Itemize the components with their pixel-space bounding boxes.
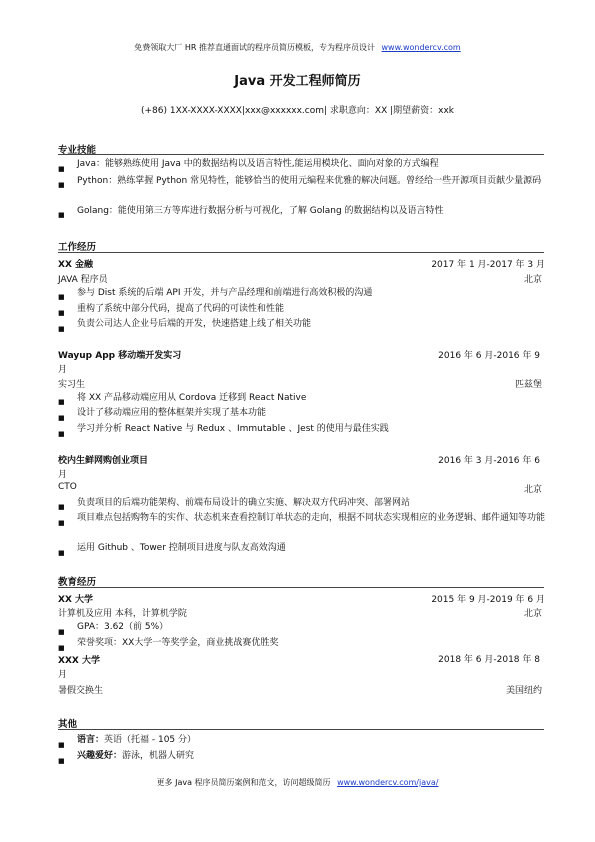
- skills-section-title: 专业技能: [58, 145, 97, 156]
- job-item: 运用 Github 、Tower 控制项目进度与队友高效沟通: [77, 543, 286, 553]
- job-item: 项目难点包括购物车的实作、状态机来查看控制订单状态的走向，根据不同状态实现相应的业务逻辑、邮件通知等功能: [77, 513, 546, 523]
- education-section-title: 教育经历: [58, 577, 97, 588]
- school-location: 美国纽约: [505, 686, 542, 696]
- bullet-icon: ■: [58, 398, 65, 406]
- other-item-text: 英语（托福 - 105 分）: [104, 735, 197, 745]
- other-divider: [58, 729, 544, 730]
- contact-line: (+86) 1XX-XXXX-XXXX|xxx@xxxxxx.com| 求职意向：XX |期望薪资：xxk: [141, 106, 454, 116]
- school-item: 荣誉奖项：XX大学一等奖学金，商业挑战赛优胜奖: [77, 638, 279, 648]
- other-item-label: 语言：: [77, 735, 105, 745]
- job-company: 校内生鲜网购创业项目: [58, 456, 149, 466]
- job-item: 负责项目的后端功能架构、前端布局设计的确立实施、解决双方代码冲突、部署网站: [77, 498, 411, 508]
- bullet-icon: ■: [58, 325, 65, 333]
- job-role: 实习生: [58, 380, 86, 390]
- bullet-icon: ■: [58, 519, 65, 527]
- skill-item: Python：熟练掌握 Python 常见特性，能够恰当的使用元编程来优雅的解决问题。曾经给一些开源项目贡献少量源码: [77, 176, 542, 186]
- footer-link[interactable]: www.wondercv.com/java/: [337, 778, 439, 787]
- promo-text: 免费领取大厂 HR 推荐直通面试的程序员简历模板，专为程序员设计: [134, 43, 375, 52]
- job-company: Wayup App 移动端开发实习: [58, 351, 182, 361]
- job-item: 负责公司达人企业号后端的开发，快速搭建上线了相关功能: [77, 319, 312, 329]
- job-company: XX 金融: [58, 260, 94, 270]
- other-item: [77, 750, 547, 763]
- job-location: 匹兹堡: [514, 380, 542, 390]
- job-item: 将 XX 产品移动端应用从 Cordova 迁移到 React Native: [77, 393, 307, 403]
- school-date: 2015 年 9 月-2019 年 6 月: [431, 595, 545, 605]
- other-item-label: 兴趣爱好：: [77, 751, 123, 761]
- promo-header: [0, 42, 595, 53]
- bullet-icon: ■: [58, 211, 65, 219]
- job-date: 2016 年 6 月-2016 年 9: [438, 351, 540, 361]
- bullet-icon: ■: [58, 414, 65, 422]
- promo-link[interactable]: www.wondercv.com: [381, 43, 461, 52]
- skill-item: Golang：能使用第三方等库进行数据分析与可视化，了解 Golang 的数据结构以及语言特性: [77, 206, 444, 216]
- bullet-icon: ■: [58, 741, 65, 749]
- school-location: 北京: [523, 609, 542, 619]
- footer-text: 更多 Java 程序员简历案例和范文，访问超级简历: [156, 778, 331, 787]
- school-detail: 计算机及应用 本科，计算机学院: [58, 609, 187, 619]
- bullet-icon: ■: [58, 165, 65, 173]
- skill-item: Java：能够熟练使用 Java 中的数据结构以及语言特性,能运用模块化、面向对象的方式编程: [77, 159, 439, 169]
- footer: [0, 777, 595, 788]
- bullet-icon: ■: [58, 181, 65, 189]
- bullet-icon: ■: [58, 644, 65, 652]
- other-item-text: 游泳，机器人研究: [122, 751, 195, 761]
- job-item: 设计了移动端应用的整体框架并实现了基本功能: [77, 408, 267, 418]
- work-divider: [58, 252, 544, 253]
- bullet-icon: ■: [58, 757, 65, 765]
- bullet-icon: ■: [58, 628, 65, 636]
- other-section-title: 其他: [58, 719, 78, 730]
- job-location: 北京: [523, 485, 542, 495]
- job-date: 2016 年 3 月-2016 年 6: [438, 456, 540, 466]
- skills-divider: [58, 154, 544, 155]
- education-divider: [58, 587, 544, 588]
- other-item: [77, 734, 547, 747]
- job-location: 北京: [523, 275, 542, 285]
- job-item: 重构了系统中部分代码，提高了代码的可读性和性能: [77, 304, 285, 314]
- school-date: 2018 年 6 月-2018 年 8: [438, 655, 540, 665]
- work-section-title: 工作经历: [58, 242, 97, 253]
- job-date: 2017 年 1 月-2017 年 3 月: [431, 260, 545, 270]
- bullet-icon: ■: [58, 503, 65, 511]
- school-name: XX 大学: [58, 595, 94, 605]
- bullet-icon: ■: [58, 549, 65, 557]
- job-date-wrap: 月: [58, 365, 68, 375]
- school-item: GPA：3.62（前 5%）: [77, 622, 169, 632]
- bullet-icon: ■: [58, 309, 65, 317]
- job-date-wrap: 月: [58, 470, 68, 480]
- job-role: JAVA 程序员: [58, 275, 108, 285]
- bullet-icon: ■: [58, 293, 65, 301]
- resume-title: Java 开发工程师简历: [234, 74, 361, 89]
- job-item: 参与 Dist 系统的后端 API 开发，并与产品经理和前端进行高效积极的沟通: [77, 288, 373, 298]
- school-date-wrap: 月: [58, 670, 68, 680]
- job-item: 学习并分析 React Native 与 Redux 、Immutable 、Jest 的使用与最佳实践: [77, 424, 389, 434]
- bullet-icon: ■: [58, 430, 65, 438]
- school-detail: 暑假交换生: [58, 686, 104, 696]
- job-role: CTO: [58, 482, 77, 492]
- school-name: XXX 大学: [58, 656, 100, 666]
